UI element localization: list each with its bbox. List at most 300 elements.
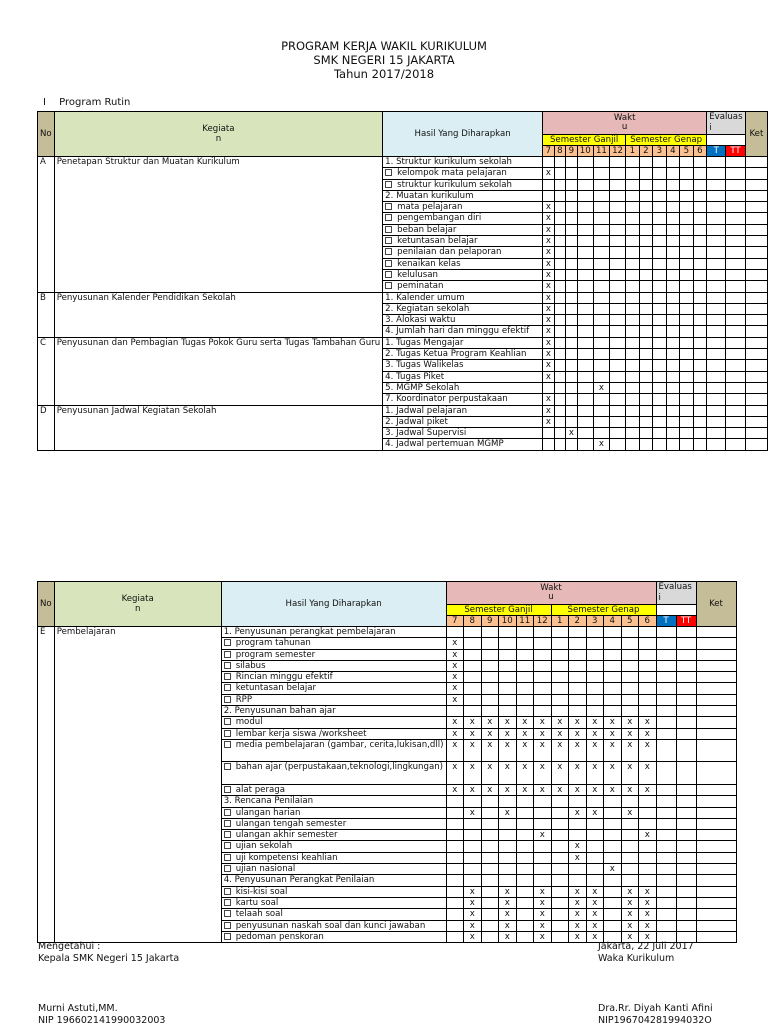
eval-tt-cell (726, 360, 746, 371)
schedule-cell (499, 694, 517, 705)
schedule-cell (693, 428, 707, 439)
schedule-mark: x (621, 886, 639, 897)
schedule-mark: x (464, 909, 482, 920)
schedule-cell (481, 841, 499, 852)
schedule-mark: x (621, 784, 639, 795)
waktu-header-line2: u (548, 592, 554, 602)
ket-cell (696, 931, 736, 942)
schedule-mark: x (543, 349, 555, 360)
schedule-mark: x (639, 762, 657, 785)
schedule-cell (586, 818, 604, 829)
schedule-mark: x (464, 807, 482, 818)
schedule-cell (534, 875, 552, 886)
expected-result-text: peminatan (397, 281, 444, 292)
schedule-mark: x (569, 931, 587, 942)
month-header: 10 (577, 146, 593, 157)
schedule-mark: x (586, 717, 604, 728)
evaluasi-header-line2: i (709, 123, 712, 133)
eval-tt-cell (726, 382, 746, 393)
schedule-cell (621, 706, 639, 717)
schedule-cell (551, 909, 569, 920)
schedule-cell (666, 281, 680, 292)
ket-cell (745, 179, 767, 190)
school-name: SMK NEGERI 15 JAKARTA (313, 53, 455, 67)
eval-t-cell (707, 337, 726, 348)
ket-cell (696, 796, 736, 807)
expected-result (383, 349, 543, 360)
schedule-mark: x (481, 717, 499, 728)
expected-result-text: 3. Tugas Walikelas (385, 360, 464, 371)
schedule-cell (499, 818, 517, 829)
schedule-cell (577, 439, 593, 450)
schedule-cell (621, 672, 639, 683)
schedule-mark: x (551, 717, 569, 728)
schedule-cell (577, 202, 593, 213)
schedule-cell (609, 213, 625, 224)
schedule-cell (653, 258, 667, 269)
schedule-mark: x (639, 728, 657, 739)
schedule-mark: x (446, 649, 464, 660)
signature-right-name (598, 1003, 713, 1027)
eval-t-cell (707, 292, 726, 303)
schedule-cell (609, 190, 625, 201)
schedule-cell (680, 213, 694, 224)
ket-cell (696, 739, 736, 762)
schedule-cell (566, 416, 578, 427)
table-row (38, 627, 737, 638)
ket-cell (745, 371, 767, 382)
eval-tt-cell (676, 672, 696, 683)
eval-t-cell (656, 784, 676, 795)
schedule-mark: x (586, 931, 604, 942)
schedule-cell (577, 428, 593, 439)
schedule-cell (551, 660, 569, 671)
row-number: A (38, 157, 55, 293)
schedule-cell (693, 371, 707, 382)
ket-cell (696, 807, 736, 818)
eval-t-cell (656, 672, 676, 683)
checkbox-icon (224, 763, 231, 770)
schedule-cell (626, 179, 640, 190)
schedule-cell (626, 405, 640, 416)
col-kegiatan-header (54, 582, 221, 627)
schedule-mark: x (499, 886, 517, 897)
schedule-cell (551, 886, 569, 897)
eval-tt-cell (726, 258, 746, 269)
expected-result-text: 2. Tugas Ketua Program Keahlian (385, 349, 527, 360)
schedule-cell (604, 897, 622, 908)
expected-result-text: pengembangan diri (397, 213, 482, 224)
schedule-cell (446, 796, 464, 807)
schedule-cell (693, 236, 707, 247)
schedule-cell (481, 864, 499, 875)
schedule-cell (653, 315, 667, 326)
schedule-cell (621, 627, 639, 638)
ket-cell (745, 258, 767, 269)
schedule-cell (499, 796, 517, 807)
expected-result-text: ujian sekolah (235, 841, 293, 852)
ket-cell (696, 830, 736, 841)
semester-genap-header: Semester Genap (626, 135, 707, 146)
expected-result-text: 4. Jumlah hari dan minggu efektif (385, 326, 530, 337)
expected-result (383, 258, 543, 269)
schedule-mark: x (499, 762, 517, 785)
schedule-mark: x (604, 762, 622, 785)
schedule-mark: x (516, 739, 534, 762)
schedule-cell (693, 337, 707, 348)
eval-tt-cell (676, 897, 696, 908)
schedule-cell (626, 303, 640, 314)
schedule-cell (604, 875, 622, 886)
schedule-mark: x (586, 739, 604, 762)
schedule-cell (693, 281, 707, 292)
eval-tt-cell (726, 190, 746, 201)
schedule-cell (577, 326, 593, 337)
expected-result (221, 897, 446, 908)
schedule-cell (516, 886, 534, 897)
schedule-mark: x (534, 886, 552, 897)
eval-tt-header: TT (676, 616, 696, 627)
schedule-cell (516, 818, 534, 829)
eval-t-cell (707, 349, 726, 360)
schedule-cell (516, 852, 534, 863)
schedule-cell (593, 428, 609, 439)
schedule-cell (593, 247, 609, 258)
schedule-cell (551, 807, 569, 818)
ket-cell (745, 349, 767, 360)
schedule-mark: x (566, 428, 578, 439)
eval-t-cell (707, 439, 726, 450)
schedule-mark: x (446, 762, 464, 785)
schedule-cell (551, 875, 569, 886)
expected-result-text: kartu soal (235, 897, 279, 908)
schedule-mark: x (586, 920, 604, 931)
schedule-cell (639, 416, 653, 427)
schedule-cell (639, 394, 653, 405)
schedule-cell (653, 281, 667, 292)
schedule-cell (516, 841, 534, 852)
schedule-cell (569, 683, 587, 694)
schedule-cell (604, 807, 622, 818)
ket-cell (696, 841, 736, 852)
schedule-cell (639, 269, 653, 280)
doc-title: PROGRAM KERJA WAKIL KURIKULUM (281, 39, 487, 53)
schedule-cell (566, 439, 578, 450)
schedule-cell (516, 706, 534, 717)
schedule-mark: x (569, 762, 587, 785)
schedule-cell (593, 179, 609, 190)
schedule-cell (554, 213, 566, 224)
eval-tt-cell (726, 247, 746, 258)
schedule-cell (554, 247, 566, 258)
ket-cell (745, 416, 767, 427)
eval-t-cell (656, 660, 676, 671)
expected-result (221, 807, 446, 818)
schedule-mark: x (499, 739, 517, 762)
expected-result-text: penilaian dan pelaporan (397, 247, 502, 258)
col-waktu-header (543, 112, 707, 135)
schedule-cell (626, 247, 640, 258)
program-table-2 (37, 581, 737, 943)
schedule-cell (577, 281, 593, 292)
schedule-cell (693, 303, 707, 314)
section-heading (43, 97, 140, 108)
schedule-cell (593, 168, 609, 179)
eval-t-cell (707, 394, 726, 405)
expected-result-text: bahan ajar (perpustakaan,teknologi,lingkungan) (235, 762, 444, 773)
expected-result-text: Rincian minggu efektif (235, 672, 333, 683)
ket-cell (745, 202, 767, 213)
schedule-mark: x (534, 717, 552, 728)
kegiatan-header-line2: n (215, 134, 222, 144)
schedule-mark: x (481, 728, 499, 739)
schedule-cell (586, 796, 604, 807)
schedule-mark: x (464, 717, 482, 728)
schedule-cell (609, 258, 625, 269)
schedule-cell (666, 258, 680, 269)
schedule-cell (577, 315, 593, 326)
schedule-cell (566, 247, 578, 258)
ket-cell (696, 660, 736, 671)
schedule-cell (680, 416, 694, 427)
month-header: 5 (680, 146, 694, 157)
schedule-mark: x (534, 909, 552, 920)
eval-t-cell (656, 830, 676, 841)
schedule-cell (680, 190, 694, 201)
schedule-cell (566, 303, 578, 314)
schedule-cell (666, 371, 680, 382)
ket-cell (696, 864, 736, 875)
schedule-cell (653, 202, 667, 213)
schedule-mark: x (464, 931, 482, 942)
eval-tt-cell (676, 728, 696, 739)
schedule-mark: x (639, 931, 657, 942)
schedule-cell (464, 683, 482, 694)
eval-t-cell (707, 236, 726, 247)
schedule-cell (693, 416, 707, 427)
eval-t-cell (656, 717, 676, 728)
expected-result (221, 694, 446, 705)
schedule-mark: x (569, 897, 587, 908)
eval-t-cell (656, 920, 676, 931)
schedule-cell (609, 371, 625, 382)
schedule-cell (569, 706, 587, 717)
eval-t-cell (707, 360, 726, 371)
eval-tt-cell (676, 739, 696, 762)
schedule-cell (566, 179, 578, 190)
schedule-cell (653, 416, 667, 427)
schedule-cell (666, 292, 680, 303)
schedule-mark: x (464, 762, 482, 785)
schedule-cell (609, 269, 625, 280)
schedule-cell (621, 852, 639, 863)
expected-result-text: struktur kurikulum sekolah (397, 179, 513, 190)
schedule-mark: x (481, 784, 499, 795)
schedule-cell (639, 337, 653, 348)
ket-cell (696, 784, 736, 795)
expected-result-text: kenaikan kelas (397, 258, 461, 269)
schedule-cell (639, 405, 653, 416)
schedule-cell (609, 224, 625, 235)
col-evaluasi-header (707, 112, 746, 135)
eval-t-cell (656, 627, 676, 638)
schedule-cell (639, 627, 657, 638)
schedule-cell (446, 931, 464, 942)
waktu-header-line1: Wakt (540, 583, 562, 593)
schedule-cell (621, 864, 639, 875)
schedule-cell (609, 292, 625, 303)
waktu-header-line2: u (621, 122, 628, 132)
schedule-cell (680, 349, 694, 360)
schedule-cell (666, 269, 680, 280)
ket-cell (696, 920, 736, 931)
expected-result-text: 1. Struktur kurikulum sekolah (385, 157, 512, 167)
schedule-cell (626, 394, 640, 405)
schedule-cell (639, 864, 657, 875)
ket-cell (745, 247, 767, 258)
schedule-mark: x (639, 886, 657, 897)
schedule-cell (609, 428, 625, 439)
schedule-mark: x (543, 281, 555, 292)
eval-t-cell (707, 371, 726, 382)
eval-tt-cell (726, 157, 746, 168)
checkbox-icon (385, 282, 392, 289)
schedule-cell (543, 439, 555, 450)
schedule-cell (593, 224, 609, 235)
checkbox-icon (224, 639, 231, 646)
schedule-cell (693, 190, 707, 201)
schedule-cell (666, 337, 680, 348)
ket-cell (745, 439, 767, 450)
expected-result (383, 405, 543, 416)
schedule-cell (464, 864, 482, 875)
expected-result-text: 7. Koordinator perpustakaan (385, 394, 508, 405)
ket-cell (696, 852, 736, 863)
schedule-cell (446, 818, 464, 829)
schedule-mark: x (446, 660, 464, 671)
schedule-cell (446, 920, 464, 931)
schedule-mark: x (543, 269, 555, 280)
eval-t-cell (707, 213, 726, 224)
schedule-mark: x (534, 728, 552, 739)
waktu-header-line1: Wakt (613, 113, 636, 123)
schedule-cell (621, 830, 639, 841)
schedule-cell (566, 292, 578, 303)
schedule-cell (551, 920, 569, 931)
schedule-mark: x (621, 728, 639, 739)
ket-cell (696, 638, 736, 649)
eval-t-cell (656, 638, 676, 649)
schedule-mark: x (446, 784, 464, 795)
evaluasi-header-line1: Evaluas (658, 582, 692, 592)
ket-cell (745, 315, 767, 326)
schedule-cell (481, 683, 499, 694)
expected-result (383, 303, 543, 314)
eval-tt-cell (726, 236, 746, 247)
schedule-cell (626, 281, 640, 292)
schedule-cell (554, 303, 566, 314)
checkbox-icon (224, 922, 231, 929)
schedule-cell (499, 660, 517, 671)
schedule-cell (516, 627, 534, 638)
eval-t-cell (707, 405, 726, 416)
schedule-mark: x (534, 897, 552, 908)
eval-tt-cell (726, 371, 746, 382)
schedule-cell (569, 818, 587, 829)
schedule-cell (566, 337, 578, 348)
eval-t-cell (656, 739, 676, 762)
schedule-mark: x (446, 638, 464, 649)
schedule-mark: x (543, 405, 555, 416)
schedule-cell (554, 202, 566, 213)
schedule-cell (464, 830, 482, 841)
schedule-cell (680, 315, 694, 326)
schedule-cell (577, 168, 593, 179)
schedule-cell (609, 157, 625, 168)
schedule-cell (569, 627, 587, 638)
schedule-mark: x (639, 739, 657, 762)
checkbox-icon (224, 696, 231, 703)
schedule-cell (693, 224, 707, 235)
schedule-cell (680, 168, 694, 179)
schedule-mark: x (621, 931, 639, 942)
schedule-cell (481, 660, 499, 671)
schedule-mark: x (621, 807, 639, 818)
schedule-cell (554, 258, 566, 269)
schedule-cell (554, 439, 566, 450)
schedule-mark: x (534, 762, 552, 785)
schedule-cell (586, 706, 604, 717)
eval-tt-cell (726, 213, 746, 224)
expected-result-text: ketuntasan belajar (397, 236, 478, 247)
schedule-cell (653, 405, 667, 416)
schedule-cell (554, 190, 566, 201)
school-year: Tahun 2017/2018 (333, 67, 435, 81)
schedule-cell (554, 360, 566, 371)
schedule-cell (653, 303, 667, 314)
schedule-cell (516, 920, 534, 931)
schedule-cell (639, 649, 657, 660)
schedule-cell (666, 157, 680, 168)
schedule-cell (593, 236, 609, 247)
row-number: D (38, 405, 55, 450)
schedule-cell (577, 371, 593, 382)
expected-result-text: media pembelajaran (gambar, cerita,lukisan,dll) (235, 739, 444, 750)
expected-result-text: ketuntasan belajar (235, 683, 317, 694)
schedule-cell (551, 841, 569, 852)
schedule-cell (481, 627, 499, 638)
schedule-cell (639, 382, 653, 393)
schedule-cell (551, 830, 569, 841)
eval-tt-cell (676, 649, 696, 660)
schedule-cell (609, 236, 625, 247)
schedule-cell (566, 349, 578, 360)
schedule-cell (604, 796, 622, 807)
schedule-cell (551, 852, 569, 863)
schedule-cell (577, 247, 593, 258)
schedule-cell (666, 360, 680, 371)
col-waktu-header (446, 582, 656, 605)
schedule-cell (446, 807, 464, 818)
schedule-cell (569, 796, 587, 807)
expected-result (221, 784, 446, 795)
schedule-cell (639, 428, 653, 439)
schedule-cell (464, 796, 482, 807)
ket-cell (745, 292, 767, 303)
schedule-cell (680, 405, 694, 416)
schedule-cell (666, 428, 680, 439)
checkbox-icon (224, 730, 231, 737)
